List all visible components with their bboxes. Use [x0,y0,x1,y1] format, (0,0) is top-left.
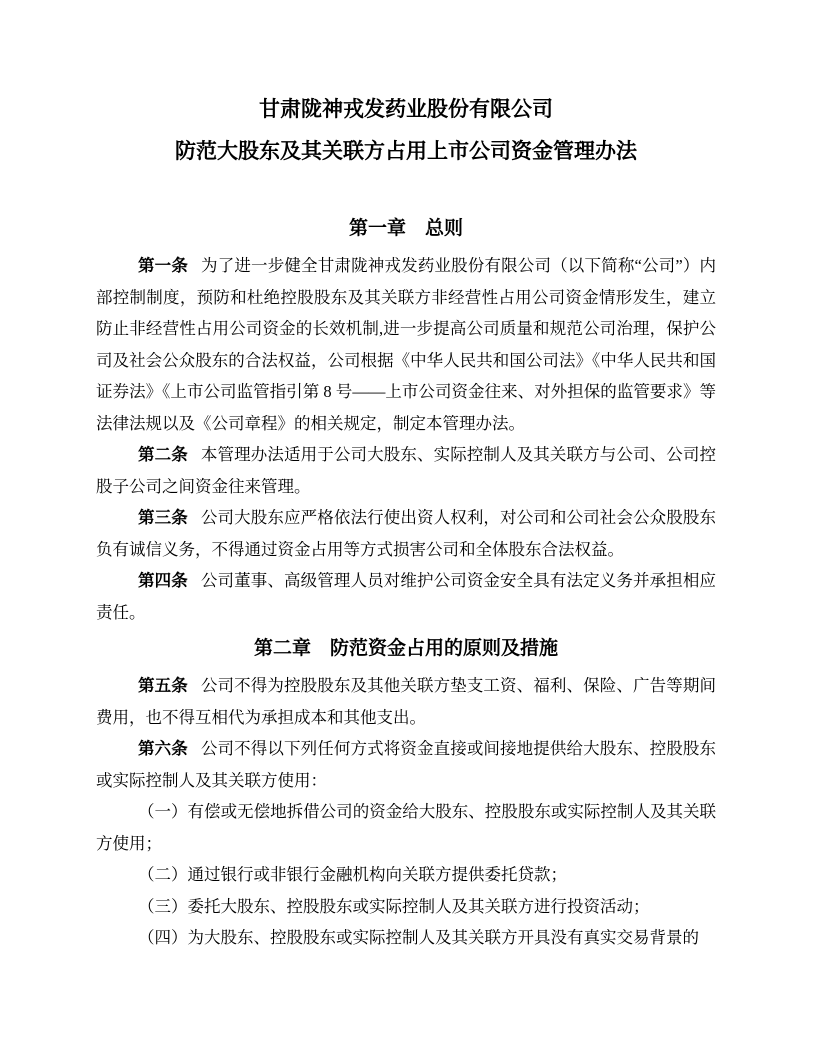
clause-item-2: （二）通过银行或非银行金融机构向关联方提供委托贷款； [138,865,567,884]
article-6-text: 公司不得以下列任何方式将资金直接或间接地提供给大股东、控股股东或实际控制人及其关联方使用： [96,739,717,790]
article-3 [96,502,716,565]
article-3-text: 公司大股东应严格依法行使出资人权利，对公司和公司社会公众股股东负有诚信义务，不得通过资金占用等方式损害公司和全体股东合法权益。 [96,508,717,559]
article-4-text: 公司董事、高级管理人员对维护公司资金安全具有法定义务并承担相应责任。 [96,571,717,622]
document-title-line1: 甘肃陇神戎发药业股份有限公司 [259,97,553,121]
chapter-general-provisions [96,216,716,628]
chapter-fund-occupation-prevention [96,636,716,954]
article-2-label: 第二条 [138,445,188,464]
article-5-text: 公司不得为控股股东及其他关联方垫支工资、福利、保险、广告等期间费用，也不得互相代为承担成本和其他支出。 [96,676,717,727]
clause-item-1: （一）有偿或无偿地拆借公司的资金给大股东、控股股东或实际控制人及其关联方使用； [96,802,716,853]
article-6 [96,733,716,796]
article-6-label: 第六条 [138,739,188,758]
article-1 [96,250,716,439]
article-1-text: 为了进一步健全甘肃陇神戎发药业股份有限公司（以下简称“公司”）内部控制制度，预防和杜绝控股股东及其关联方非经营性占用公司资金情形发生，建立防止非经营性占用公司资金的长效机制,进一步提高公司质量和规范公司治理，保护公司及社会公众股东的合法权益，公司根据《中华人民共和国公司法》《中华人民共和国证券法》《上市公司监管指引第 8 号——上市公司资金往来、对外担保的监管要求》等法律法规以及《公司章程》的相关规定，制定本管理办法。 [96,256,716,433]
article-5-label: 第五条 [138,676,188,695]
article-5 [96,670,716,733]
article-1-label: 第一条 [138,256,189,275]
chapter-1-heading: 第一章 总则 [348,218,463,239]
article-3-label: 第三条 [138,508,188,527]
document-title-line2: 防范大股东及其关联方占用上市公司资金管理办法 [175,139,637,163]
article-4-label: 第四条 [138,571,188,590]
article-4 [96,565,716,628]
clause-item-3: （三）委托大股东、控股股东或实际控制人及其关联方进行投资活动； [138,896,650,916]
clause-item-4: （四）为大股东、控股股东或实际控制人及其关联方开具没有真实交易背景的 [138,928,699,947]
document-content [96,0,716,954]
chapter-2-heading: 第二章 防范资金占用的原则及措施 [253,638,558,659]
article-2-text: 本管理办法适用于公司大股东、实际控制人及其关联方与公司、公司控股子公司之间资金往来管理。 [96,445,717,496]
article-2 [96,439,716,502]
